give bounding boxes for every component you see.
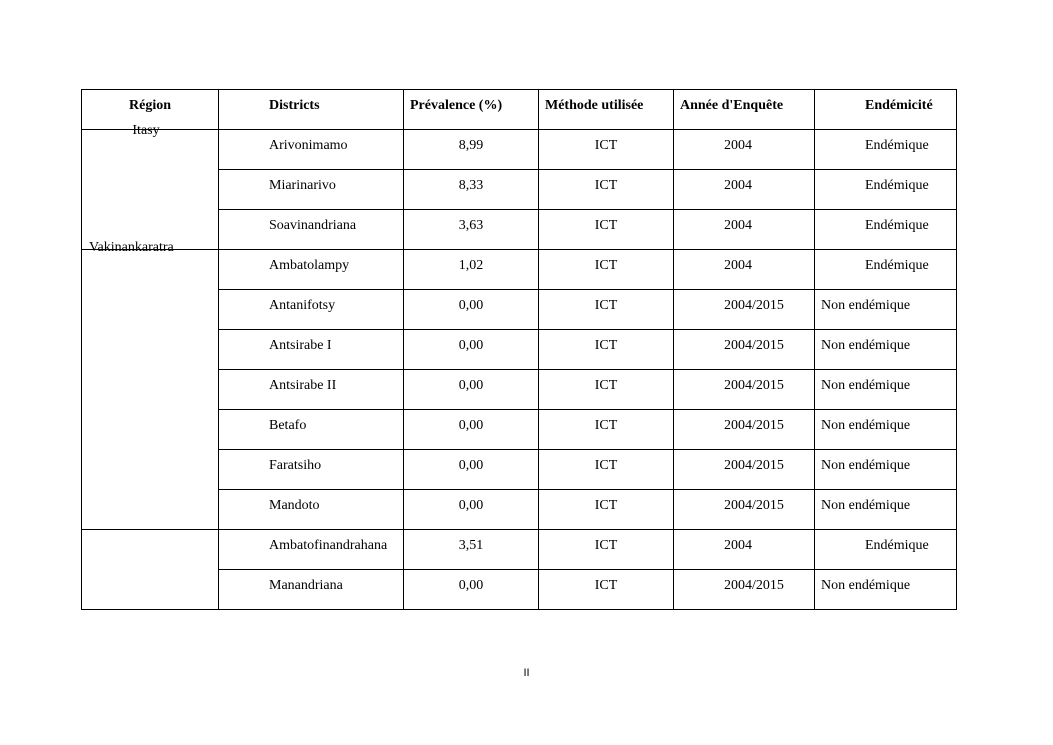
endemicity-status-cell (815, 290, 957, 330)
endemicity-status-cell (815, 130, 957, 170)
district-name-cell (219, 370, 404, 410)
prevalence-value: 0,00 (458, 418, 484, 433)
endemicity-status-cell (815, 250, 957, 290)
region-name: Itasy (132, 123, 160, 138)
survey-year-cell (674, 410, 815, 450)
survey-year: 2004/2015 (724, 458, 784, 473)
endemicity-status: Non endémique (821, 298, 911, 313)
endemicity-status: Non endémique (821, 578, 911, 593)
survey-year: 2004/2015 (724, 418, 784, 433)
prevalence-value-cell (404, 210, 539, 250)
prevalence-value: 3,63 (458, 218, 484, 233)
survey-year-cell (674, 530, 815, 570)
prevalence-value-cell (404, 570, 539, 610)
endemicity-status: Endémique (865, 178, 929, 193)
district-name: Mandoto (269, 498, 320, 513)
endemicity-status: Endémique (865, 218, 929, 233)
survey-year: 2004/2015 (724, 378, 784, 393)
method-value-cell (539, 530, 674, 570)
method-value-cell (539, 490, 674, 530)
table-body (82, 123, 957, 610)
district-name-cell (219, 530, 404, 570)
method-value-cell (539, 410, 674, 450)
endemicity-status-cell (815, 210, 957, 250)
district-name-cell (219, 170, 404, 210)
survey-year-cell (674, 450, 815, 490)
endemicity-status: Non endémique (821, 418, 911, 433)
survey-year: 2004/2015 (724, 338, 784, 353)
survey-year: 2004 (724, 178, 752, 193)
method-value-cell (539, 450, 674, 490)
district-name-cell (219, 410, 404, 450)
prevalence-value: 0,00 (458, 338, 484, 353)
survey-year: 2004/2015 (724, 498, 784, 513)
district-name-cell (219, 570, 404, 610)
method-value: ICT (594, 418, 618, 433)
district-name: Betafo (269, 418, 307, 433)
district-name: Arivonimamo (269, 138, 348, 153)
district-name: Manandriana (269, 578, 343, 593)
district-name: Ambatolampy (269, 258, 350, 273)
prevalence-value-cell (404, 530, 539, 570)
district-name: Antanifotsy (269, 298, 336, 313)
prevalence-value: 1,02 (458, 258, 484, 273)
survey-year: 2004 (724, 258, 752, 273)
prevalence-value: 8,99 (458, 138, 484, 153)
prevalence-value: 8,33 (458, 178, 484, 193)
table-row (82, 130, 957, 170)
prevalence-table (81, 89, 957, 610)
district-name-cell (219, 330, 404, 370)
district-name-cell (219, 210, 404, 250)
method-value: ICT (594, 178, 618, 193)
region-cell (82, 240, 219, 530)
survey-year-cell (674, 210, 815, 250)
method-value-cell (539, 210, 674, 250)
method-value: ICT (594, 298, 618, 313)
survey-year: 2004/2015 (724, 578, 784, 593)
endemicity-status-cell (815, 410, 957, 450)
prevalence-value-cell (404, 250, 539, 290)
endemicity-status: Endémique (865, 538, 929, 553)
endemicity-status: Endémique (865, 138, 929, 153)
survey-year-cell (674, 370, 815, 410)
method-value-cell (539, 130, 674, 170)
prevalence-value-cell (404, 330, 539, 370)
endemicity-status-cell (815, 370, 957, 410)
prevalence-value: 0,00 (458, 458, 484, 473)
prevalence-value: 0,00 (458, 298, 484, 313)
prevalence-value-cell (404, 130, 539, 170)
method-value: ICT (594, 258, 618, 273)
district-name: Miarinarivo (269, 178, 336, 193)
endemicity-status-cell (815, 570, 957, 610)
header-region: Région (82, 90, 219, 130)
district-name-cell (219, 490, 404, 530)
header-prevalence: Prévalence (%) (404, 90, 539, 130)
method-value-cell (539, 570, 674, 610)
district-name: Antsirabe I (269, 338, 332, 353)
district-name: Ambatofinandrahana (269, 538, 388, 553)
table-row (82, 530, 957, 570)
endemicity-status: Endémique (865, 258, 929, 273)
method-value: ICT (594, 138, 618, 153)
survey-year-cell (674, 170, 815, 210)
method-value: ICT (594, 378, 618, 393)
header-annee: Année d'Enquête (674, 90, 815, 130)
header-districts: Districts (219, 90, 404, 130)
endemicity-status-cell (815, 170, 957, 210)
method-value-cell (539, 170, 674, 210)
prevalence-value-cell (404, 290, 539, 330)
district-name: Faratsiho (269, 458, 322, 473)
method-value: ICT (594, 498, 618, 513)
region-name: Vakinankaratra (89, 240, 174, 255)
endemicity-status: Non endémique (821, 458, 911, 473)
method-value-cell (539, 250, 674, 290)
prevalence-value-cell (404, 370, 539, 410)
method-value: ICT (594, 538, 618, 553)
survey-year: 2004 (724, 538, 752, 553)
survey-year: 2004/2015 (724, 298, 784, 313)
method-value-cell (539, 290, 674, 330)
prevalence-value-cell (404, 450, 539, 490)
endemicity-status-cell (815, 330, 957, 370)
district-name-cell (219, 250, 404, 290)
prevalence-value-cell (404, 170, 539, 210)
header-methode: Méthode utilisée (539, 90, 674, 130)
method-value-cell (539, 370, 674, 410)
endemicity-status-cell (815, 450, 957, 490)
prevalence-value: 0,00 (458, 378, 484, 393)
method-value: ICT (594, 578, 618, 593)
prevalence-value: 3,51 (458, 538, 484, 553)
table-row (82, 250, 957, 290)
header-endemicite: Endémicité (815, 90, 957, 130)
prevalence-value-cell (404, 490, 539, 530)
prevalence-value: 0,00 (458, 578, 484, 593)
district-name-cell (219, 290, 404, 330)
endemicity-status-cell (815, 530, 957, 570)
endemicity-status-cell (815, 490, 957, 530)
method-value: ICT (594, 218, 618, 233)
survey-year: 2004 (724, 218, 752, 233)
survey-year: 2004 (724, 138, 752, 153)
district-name-cell (219, 450, 404, 490)
prevalence-value: 0,00 (458, 498, 484, 513)
survey-year-cell (674, 330, 815, 370)
method-value-cell (539, 330, 674, 370)
district-name: Antsirabe II (269, 378, 337, 393)
survey-year-cell (674, 490, 815, 530)
page-number: II (523, 667, 530, 679)
endemicity-status: Non endémique (821, 498, 911, 513)
region-cell (82, 123, 219, 250)
survey-year-cell (674, 250, 815, 290)
region-cell (82, 530, 219, 610)
method-value: ICT (594, 338, 618, 353)
endemicity-status: Non endémique (821, 378, 911, 393)
endemicity-status: Non endémique (821, 338, 911, 353)
prevalence-value-cell (404, 410, 539, 450)
district-name: Soavinandriana (269, 218, 357, 233)
survey-year-cell (674, 130, 815, 170)
method-value: ICT (594, 458, 618, 473)
survey-year-cell (674, 570, 815, 610)
district-name-cell (219, 130, 404, 170)
survey-year-cell (674, 290, 815, 330)
